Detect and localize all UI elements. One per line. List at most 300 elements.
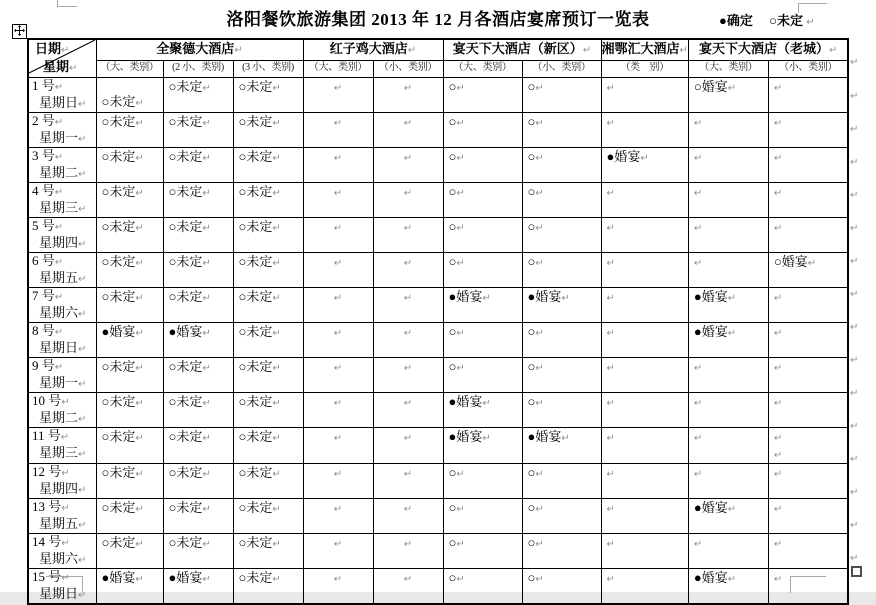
booking-status-text: ●婚宴 — [101, 324, 136, 339]
pilcrow-mark: ↵ — [403, 504, 413, 515]
pilcrow-mark: ↵ — [828, 45, 838, 56]
booking-status-text: ○ — [527, 254, 536, 269]
booking-cell[interactable] — [443, 78, 522, 113]
pilcrow-mark: ↵ — [693, 469, 703, 480]
table-row — [28, 253, 848, 288]
pilcrow-mark: ↵ — [407, 45, 417, 56]
pilcrow-mark: ↵ — [773, 504, 783, 515]
booking-cell[interactable] — [522, 183, 601, 218]
booking-cell[interactable] — [601, 358, 688, 393]
booking-cell[interactable] — [373, 148, 443, 183]
booking-cell[interactable] — [96, 218, 163, 253]
booking-status-text: ○ — [527, 114, 536, 129]
booking-cell[interactable] — [233, 288, 303, 323]
table-row — [28, 218, 848, 253]
booking-cell[interactable] — [443, 218, 522, 253]
pilcrow-mark: ↵ — [78, 134, 87, 145]
booking-cell[interactable] — [688, 78, 768, 113]
booking-cell[interactable] — [768, 323, 848, 358]
booking-cell[interactable] — [303, 323, 373, 358]
booking-cell[interactable] — [601, 78, 688, 113]
booking-cell[interactable] — [96, 78, 163, 113]
booking-cell[interactable] — [303, 253, 373, 288]
pilcrow-mark: ↵ — [535, 363, 544, 374]
booking-cell[interactable] — [443, 253, 522, 288]
booking-cell[interactable] — [688, 428, 768, 464]
pilcrow-mark: ↵ — [535, 118, 544, 129]
booking-cell[interactable] — [163, 148, 233, 183]
row-end-mark — [850, 350, 858, 368]
date-cell[interactable] — [28, 393, 96, 428]
booking-cell[interactable] — [303, 358, 373, 393]
booking-cell[interactable] — [688, 464, 768, 499]
pilcrow-mark: ↵ — [806, 17, 815, 28]
booking-cell[interactable] — [96, 499, 163, 534]
table-row — [28, 323, 848, 358]
booking-cell[interactable] — [303, 78, 373, 113]
pilcrow-mark: ↵ — [333, 574, 343, 585]
date-week-corner-cell[interactable] — [28, 39, 96, 78]
hotel-subheader-2-1[interactable]: （小、类别） — [522, 61, 601, 78]
date-label: 11 号↵ — [32, 428, 70, 443]
booking-cell[interactable] — [96, 323, 163, 358]
booking-status-text: ●婚宴 — [693, 500, 728, 515]
booking-cell[interactable] — [443, 288, 522, 323]
booking-cell[interactable] — [601, 499, 688, 534]
hotel-header-4[interactable]: 宴天下大酒店（老城）↵ — [688, 39, 848, 61]
booking-cell[interactable] — [163, 428, 233, 464]
pilcrow-mark: ↵ — [135, 258, 144, 269]
booking-cell[interactable] — [373, 218, 443, 253]
booking-cell[interactable] — [768, 428, 848, 464]
booking-cell[interactable] — [522, 569, 601, 605]
date-cell[interactable] — [28, 358, 96, 393]
pilcrow-mark: ↵ — [693, 153, 703, 164]
date-cell[interactable] — [28, 569, 96, 605]
booking-cell[interactable] — [601, 534, 688, 569]
booking-cell[interactable] — [522, 288, 601, 323]
booking-cell[interactable] — [688, 358, 768, 393]
booking-cell[interactable] — [601, 113, 688, 148]
booking-cell[interactable] — [601, 428, 688, 464]
booking-cell[interactable] — [163, 113, 233, 148]
booking-cell[interactable] — [443, 499, 522, 534]
booking-cell[interactable] — [522, 428, 601, 464]
pilcrow-mark: ↵ — [202, 363, 211, 374]
pilcrow-mark: ↵ — [456, 258, 465, 269]
booking-cell[interactable] — [601, 393, 688, 428]
pilcrow-mark: ↵ — [202, 504, 211, 515]
booking-status-text: ○未定 — [238, 79, 273, 94]
weekday-label: 星期四↵ — [39, 235, 87, 250]
pilcrow-mark: ↵ — [272, 504, 281, 515]
pilcrow-mark: ↵ — [403, 539, 413, 550]
booking-cell[interactable] — [373, 499, 443, 534]
booking-cell[interactable] — [768, 358, 848, 393]
booking-cell[interactable] — [303, 288, 373, 323]
booking-status-text: ○ — [527, 535, 536, 550]
pilcrow-mark: ↵ — [850, 454, 859, 465]
booking-cell[interactable] — [443, 113, 522, 148]
date-cell[interactable] — [28, 218, 96, 253]
booking-cell[interactable] — [96, 358, 163, 393]
booking-status-text: ●婚宴 — [527, 429, 562, 444]
booking-cell[interactable] — [96, 148, 163, 183]
pilcrow-mark: ↵ — [333, 83, 343, 94]
pilcrow-mark: ↵ — [606, 328, 615, 339]
booking-cell[interactable] — [768, 393, 848, 428]
booking-cell[interactable] — [373, 358, 443, 393]
pilcrow-mark: ↵ — [202, 328, 211, 339]
legend-undecided: ○未定 — [769, 13, 803, 28]
hotel-header-3[interactable]: 湘鄂汇大酒店↵ — [601, 39, 688, 61]
booking-cell[interactable] — [688, 148, 768, 183]
pilcrow-mark: ↵ — [333, 328, 343, 339]
booking-cell[interactable] — [688, 253, 768, 288]
booking-cell[interactable] — [688, 393, 768, 428]
table-resize-handle[interactable] — [851, 566, 862, 577]
row-end-mark — [850, 416, 858, 434]
pilcrow-mark: ↵ — [693, 188, 703, 199]
pilcrow-mark: ↵ — [606, 433, 615, 444]
pilcrow-mark: ↵ — [773, 469, 783, 480]
booking-cell[interactable] — [233, 569, 303, 605]
table-row — [28, 464, 848, 499]
pilcrow-mark: ↵ — [202, 258, 211, 269]
booking-cell[interactable] — [233, 183, 303, 218]
booking-status-text: ○未定 — [168, 289, 203, 304]
hotel-header-0[interactable]: 全聚德大酒店↵ — [96, 39, 303, 61]
booking-cell[interactable] — [443, 183, 522, 218]
date-cell[interactable] — [28, 253, 96, 288]
booking-status-text: ○未定 — [168, 394, 203, 409]
table-row — [28, 534, 848, 569]
booking-cell[interactable] — [768, 148, 848, 183]
booking-cell[interactable] — [601, 183, 688, 218]
pilcrow-mark: ↵ — [727, 574, 737, 585]
booking-cell[interactable] — [373, 78, 443, 113]
booking-cell[interactable] — [96, 253, 163, 288]
booking-status-text: ○未定 — [168, 535, 203, 550]
booking-cell[interactable] — [303, 393, 373, 428]
hotel-subheader-3-0[interactable]: （类 别） — [601, 61, 688, 78]
booking-cell[interactable] — [373, 428, 443, 464]
booking-cell[interactable] — [233, 428, 303, 464]
booking-cell[interactable] — [373, 113, 443, 148]
pilcrow-mark: ↵ — [456, 504, 465, 515]
pilcrow-mark: ↵ — [333, 188, 343, 199]
weekday-label: 星期日↵ — [39, 340, 87, 355]
booking-cell[interactable] — [522, 253, 601, 288]
date-cell[interactable] — [28, 288, 96, 323]
hotel-subheader-0-0[interactable]: （大、类别） — [96, 61, 163, 78]
pilcrow-mark: ↵ — [78, 344, 87, 355]
pilcrow-mark: ↵ — [403, 118, 413, 129]
pilcrow-mark: ↵ — [135, 188, 144, 199]
hotel-subheader-1-0[interactable]: （大、类别） — [303, 61, 373, 78]
pilcrow-mark: ↵ — [850, 91, 859, 102]
booking-cell[interactable] — [601, 253, 688, 288]
booking-cell[interactable] — [768, 183, 848, 218]
booking-cell[interactable] — [522, 218, 601, 253]
booking-cell[interactable] — [522, 78, 601, 113]
pilcrow-mark: ↵ — [272, 574, 281, 585]
booking-cell[interactable] — [443, 323, 522, 358]
booking-cell[interactable] — [96, 393, 163, 428]
booking-cell[interactable] — [522, 534, 601, 569]
booking-cell[interactable] — [522, 323, 601, 358]
booking-cell[interactable] — [163, 78, 233, 113]
date-cell[interactable] — [28, 148, 96, 183]
hotel-header-2[interactable]: 宴天下大酒店（新区）↵ — [443, 39, 601, 61]
booking-cell[interactable] — [303, 464, 373, 499]
booking-cell[interactable] — [96, 288, 163, 323]
date-cell[interactable] — [28, 78, 96, 113]
booking-cell[interactable] — [303, 148, 373, 183]
booking-cell[interactable] — [768, 218, 848, 253]
booking-cell[interactable] — [163, 288, 233, 323]
booking-cell[interactable] — [443, 464, 522, 499]
booking-cell[interactable] — [233, 464, 303, 499]
booking-status-text: ●婚宴 — [168, 324, 203, 339]
booking-status-text: ○未定 — [238, 570, 273, 585]
date-label: 15 号↵ — [32, 569, 70, 584]
pilcrow-mark: ↵ — [693, 118, 703, 129]
hotel-subheader-0-1[interactable]: (2 小、类别) — [163, 61, 233, 78]
booking-cell[interactable] — [601, 323, 688, 358]
booking-status-text: ○未定 — [168, 79, 203, 94]
pilcrow-mark: ↵ — [582, 45, 592, 56]
pilcrow-mark: ↵ — [135, 504, 144, 515]
pilcrow-mark: ↵ — [606, 83, 615, 94]
pilcrow-mark: ↵ — [78, 449, 87, 460]
booking-cell[interactable] — [303, 183, 373, 218]
booking-cell[interactable] — [163, 183, 233, 218]
pilcrow-mark: ↵ — [272, 469, 281, 480]
booking-cell[interactable] — [688, 499, 768, 534]
pilcrow-mark: ↵ — [773, 153, 783, 164]
pilcrow-mark: ↵ — [850, 289, 859, 300]
booking-cell[interactable] — [443, 428, 522, 464]
booking-cell[interactable] — [768, 464, 848, 499]
booking-status-text: ○ — [448, 114, 457, 129]
hotel-header-1[interactable]: 红子鸡大酒店↵ — [303, 39, 443, 61]
booking-cell[interactable] — [373, 323, 443, 358]
booking-cell[interactable] — [373, 569, 443, 605]
booking-cell[interactable] — [373, 464, 443, 499]
pilcrow-mark: ↵ — [606, 293, 615, 304]
pilcrow-mark: ↵ — [202, 83, 211, 94]
booking-cell[interactable] — [522, 148, 601, 183]
table-row — [28, 183, 848, 218]
pilcrow-mark: ↵ — [850, 388, 859, 399]
booking-cell[interactable] — [303, 534, 373, 569]
booking-cell[interactable] — [233, 323, 303, 358]
pilcrow-mark: ↵ — [693, 433, 703, 444]
hotel-subheader-2-0[interactable]: （大、类别） — [443, 61, 522, 78]
booking-cell[interactable] — [163, 569, 233, 605]
booking-cell[interactable] — [233, 393, 303, 428]
booking-cell[interactable] — [233, 253, 303, 288]
booking-cell[interactable] — [373, 393, 443, 428]
booking-cell[interactable] — [303, 499, 373, 534]
booking-cell[interactable] — [233, 499, 303, 534]
booking-cell[interactable] — [522, 499, 601, 534]
booking-status-text: ○ — [448, 184, 457, 199]
date-label: 7 号↵ — [32, 288, 64, 303]
booking-cell[interactable] — [233, 358, 303, 393]
booking-cell[interactable] — [688, 323, 768, 358]
booking-cell[interactable] — [96, 464, 163, 499]
pilcrow-mark: ↵ — [773, 83, 783, 94]
hotel-subheader-1-1[interactable]: （小、类别） — [373, 61, 443, 78]
pilcrow-mark: ↵ — [773, 118, 783, 129]
booking-cell[interactable] — [373, 288, 443, 323]
date-cell[interactable] — [28, 534, 96, 569]
booking-status-text: ○未定 — [101, 94, 136, 109]
booking-cell[interactable] — [768, 113, 848, 148]
pilcrow-mark: ↵ — [403, 398, 413, 409]
booking-cell[interactable] — [303, 113, 373, 148]
booking-cell[interactable] — [233, 113, 303, 148]
booking-cell[interactable] — [443, 534, 522, 569]
row-end-mark — [850, 86, 858, 104]
booking-cell[interactable] — [443, 358, 522, 393]
pilcrow-mark: ↵ — [78, 555, 87, 566]
booking-cell[interactable] — [163, 323, 233, 358]
table-row — [28, 113, 848, 148]
booking-cell[interactable] — [688, 113, 768, 148]
booking-status-text: ○未定 — [168, 254, 203, 269]
booking-cell[interactable] — [303, 569, 373, 605]
booking-cell[interactable] — [688, 218, 768, 253]
booking-status-text: ○未定 — [238, 114, 273, 129]
booking-cell[interactable] — [163, 253, 233, 288]
pilcrow-mark: ↵ — [773, 450, 783, 461]
hotel-subheader-4-0[interactable]: （大、类别） — [688, 61, 768, 78]
pilcrow-mark: ↵ — [403, 469, 413, 480]
date-cell[interactable] — [28, 428, 96, 464]
booking-cell[interactable] — [768, 253, 848, 288]
date-cell[interactable] — [28, 464, 96, 499]
booking-status-text: ○ — [527, 500, 536, 515]
booking-cell[interactable] — [688, 288, 768, 323]
row-end-mark — [850, 383, 858, 401]
booking-cell[interactable] — [303, 428, 373, 464]
booking-cell[interactable] — [96, 428, 163, 464]
pilcrow-mark: ↵ — [333, 539, 343, 550]
date-cell[interactable] — [28, 183, 96, 218]
booking-status-text: ○未定 — [101, 289, 136, 304]
booking-cell[interactable] — [163, 464, 233, 499]
booking-cell[interactable] — [163, 218, 233, 253]
pilcrow-mark: ↵ — [403, 433, 413, 444]
pilcrow-mark: ↵ — [456, 328, 465, 339]
booking-cell[interactable] — [601, 218, 688, 253]
booking-cell[interactable] — [522, 358, 601, 393]
booking-cell[interactable] — [522, 113, 601, 148]
booking-cell[interactable] — [688, 183, 768, 218]
pilcrow-mark: ↵ — [456, 469, 465, 480]
booking-cell[interactable] — [233, 148, 303, 183]
pilcrow-mark: ↵ — [202, 433, 211, 444]
pilcrow-mark: ↵ — [456, 574, 465, 585]
booking-status-text: ○ — [527, 570, 536, 585]
booking-cell[interactable] — [768, 569, 848, 605]
booking-cell[interactable] — [233, 78, 303, 113]
pilcrow-mark: ↵ — [850, 421, 859, 432]
booking-cell[interactable] — [233, 218, 303, 253]
weekday-label: 星期二↵ — [39, 165, 87, 180]
booking-status-text: ○未定 — [238, 254, 273, 269]
booking-cell[interactable] — [601, 464, 688, 499]
pilcrow-mark: ↵ — [135, 539, 144, 550]
booking-cell[interactable] — [163, 534, 233, 569]
corner-label-date: 日期↵ — [35, 41, 70, 56]
hotel-subheader-4-1[interactable]: （小、类别） — [768, 61, 848, 78]
booking-cell[interactable] — [163, 499, 233, 534]
pilcrow-mark: ↵ — [54, 292, 64, 303]
booking-cell[interactable] — [768, 534, 848, 569]
booking-cell[interactable] — [768, 499, 848, 534]
booking-cell[interactable] — [373, 534, 443, 569]
booking-cell[interactable] — [601, 569, 688, 605]
pilcrow-mark: ↵ — [61, 468, 70, 479]
booking-cell[interactable] — [443, 393, 522, 428]
booking-cell[interactable] — [233, 534, 303, 569]
pilcrow-mark: ↵ — [850, 256, 859, 267]
pilcrow-mark: ↵ — [333, 433, 343, 444]
pilcrow-mark: ↵ — [773, 328, 783, 339]
date-label: 12 号↵ — [32, 464, 70, 479]
date-cell[interactable] — [28, 323, 96, 358]
booking-cell[interactable] — [688, 534, 768, 569]
booking-cell[interactable] — [522, 464, 601, 499]
booking-cell[interactable] — [96, 534, 163, 569]
booking-cell[interactable] — [601, 148, 688, 183]
booking-status-text: ●婚宴 — [693, 289, 728, 304]
date-cell[interactable] — [28, 113, 96, 148]
booking-cell[interactable] — [163, 393, 233, 428]
hotel-subheader-0-2[interactable]: (3 小、类别) — [233, 61, 303, 78]
pilcrow-mark: ↵ — [535, 328, 544, 339]
booking-cell[interactable] — [163, 358, 233, 393]
pilcrow-mark: ↵ — [78, 309, 87, 320]
booking-status-text: ○未定 — [238, 500, 273, 515]
pilcrow-mark: ↵ — [272, 223, 281, 234]
pilcrow-mark: ↵ — [693, 539, 703, 550]
booking-cell[interactable] — [443, 148, 522, 183]
date-cell[interactable] — [28, 499, 96, 534]
booking-cell[interactable] — [601, 288, 688, 323]
booking-cell[interactable] — [96, 569, 163, 605]
booking-cell[interactable] — [522, 393, 601, 428]
booking-cell[interactable] — [96, 113, 163, 148]
pilcrow-mark: ↵ — [403, 258, 413, 269]
booking-cell[interactable] — [373, 183, 443, 218]
booking-cell[interactable] — [96, 183, 163, 218]
booking-cell[interactable] — [768, 78, 848, 113]
pilcrow-mark: ↵ — [773, 363, 783, 374]
pilcrow-mark: ↵ — [333, 223, 343, 234]
booking-cell[interactable] — [688, 569, 768, 605]
booking-cell[interactable] — [443, 569, 522, 605]
booking-cell[interactable] — [303, 218, 373, 253]
booking-cell[interactable] — [768, 288, 848, 323]
pilcrow-mark: ↵ — [606, 574, 615, 585]
booking-status-text: ○ — [448, 359, 457, 374]
booking-cell[interactable] — [373, 253, 443, 288]
